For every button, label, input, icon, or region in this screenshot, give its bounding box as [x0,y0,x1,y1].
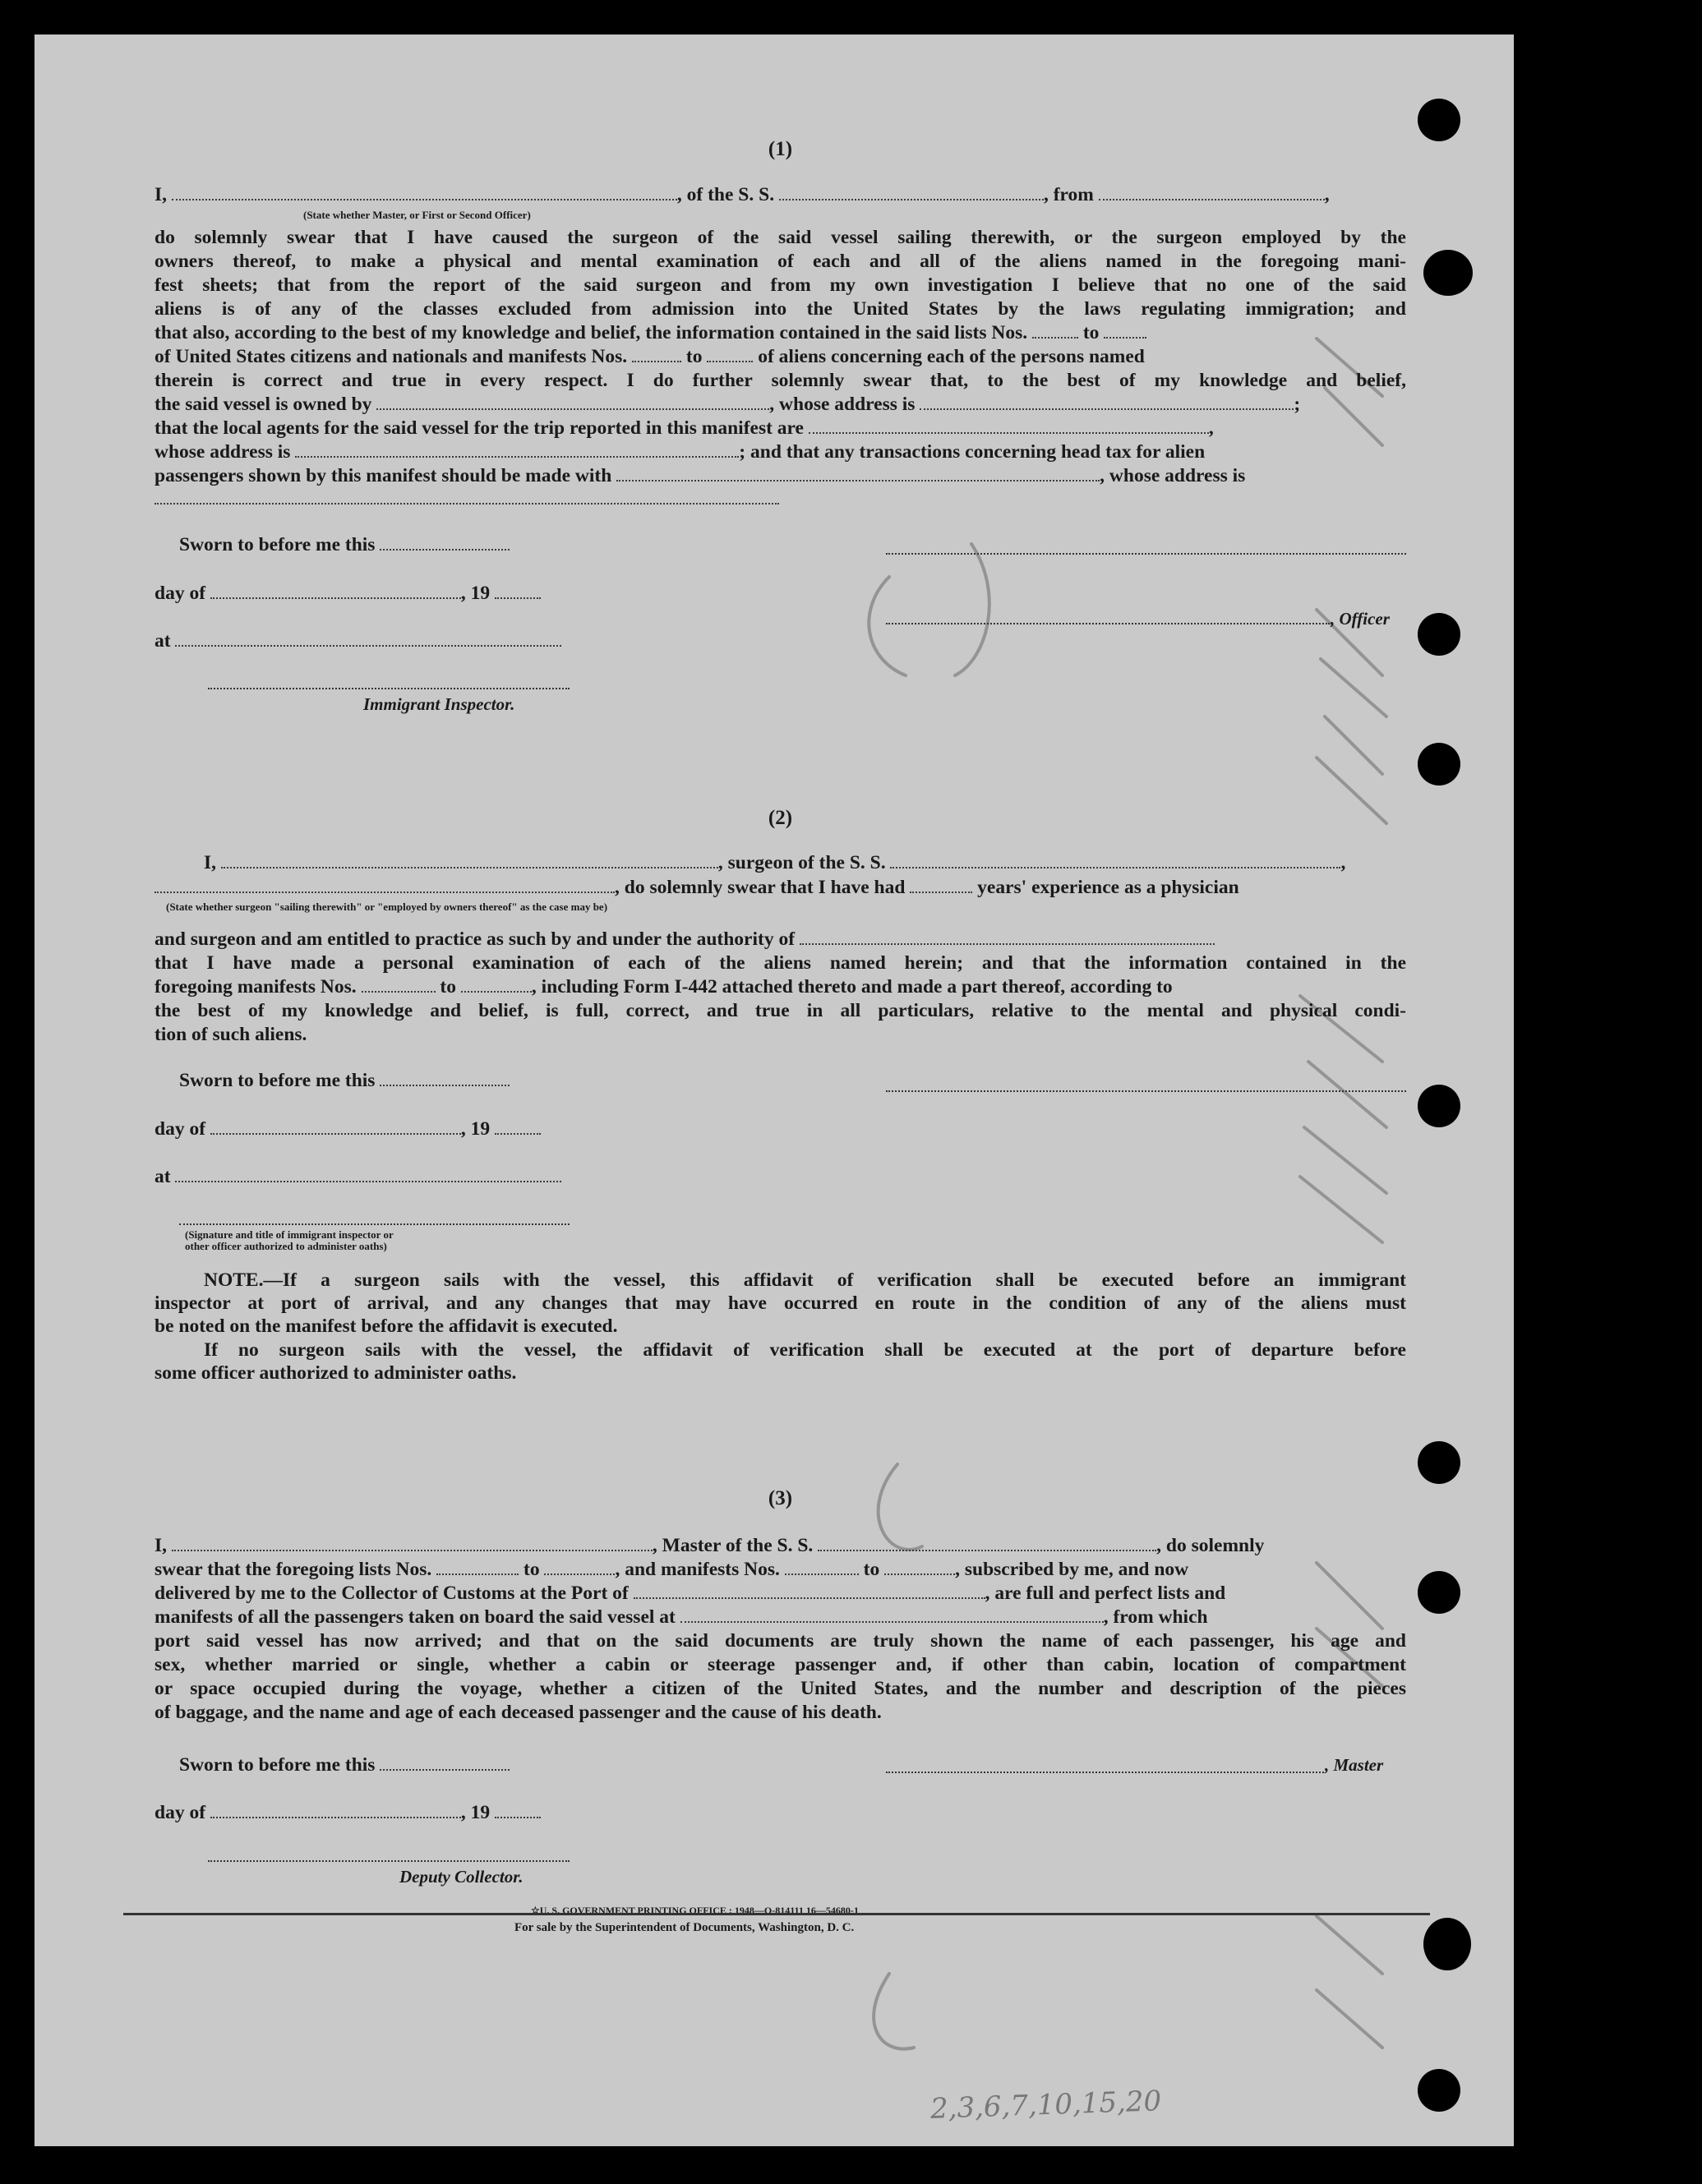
label: at [155,1166,171,1187]
master-name-field[interactable] [172,1535,653,1551]
label: foregoing manifests Nos. [155,976,357,998]
note-line: inspector at port of arrival, and any changes that may have occurred en route in the condition of any of the aliens must [155,1292,1406,1314]
label: I, [204,852,217,873]
label: , [1324,184,1330,205]
note-line: be noted on the manifest before the affidavit is executed. [155,1315,618,1337]
month-field[interactable] [210,1118,461,1135]
vessel-name-field[interactable] [890,852,1340,869]
paragraph-line: that I have made a personal examination of each of the aliens named herein; and that the information contained in the [155,952,1406,974]
label: to [524,1559,540,1580]
sworn-date-field[interactable] [380,1754,510,1771]
label: at [155,630,171,652]
label: ; [1294,394,1301,415]
label: , and manifests Nos. [615,1559,780,1580]
paragraph-line: sex, whether married or single, whether a cabin or steerage passenger and, if other than cabin, location of compartment [155,1654,1406,1675]
label: ; and that any transactions concerning head tax for alien [739,441,1206,463]
year-field[interactable] [495,583,541,599]
label: , [1340,852,1346,873]
label: day of [155,583,206,604]
label: the said vessel is owned by [155,394,372,415]
note-line: some officer authorized to administer oaths. [155,1362,517,1384]
label: to [1082,322,1100,343]
surgeon-name-field[interactable] [221,852,718,869]
inspector-label: Immigrant Inspector. [363,694,515,714]
label: swear that the foregoing lists Nos. [155,1559,432,1580]
sworn-date-field[interactable] [380,534,510,551]
label: Sworn to before me this [179,534,376,555]
label: delivered by me to the Collector of Customs at the Port of [155,1583,629,1604]
owner-field[interactable] [376,394,769,410]
label: that the local agents for the said vessel for the trip reported in this manifest are [155,417,804,439]
list-no-to-field[interactable] [1104,322,1146,339]
label: , whose address is [1100,465,1246,486]
printing-office-imprint: ☆U. S. GOVERNMENT PRINTING OFFICE : 1948—O-814111 16—54680-1 [531,1905,859,1916]
month-field[interactable] [210,1802,461,1818]
local-agents-field[interactable] [809,417,1209,434]
label: to [685,346,703,367]
paragraph-line: port said vessel has now arrived; and that on the said documents are truly shown the name of each passenger, his age and [155,1630,1406,1652]
field-note: (State whether Master, or First or Second Officer) [303,209,531,221]
sworn-date-field[interactable] [380,1070,510,1086]
label: , from [1043,184,1094,205]
year-field[interactable] [495,1118,541,1135]
head-tax-address-field[interactable] [155,488,779,505]
section-2-heading: (2) [768,807,793,829]
list-no-to-field[interactable] [544,1559,615,1575]
label: , 19 [460,1118,491,1140]
label: , subscribed by me, and now [955,1559,1189,1580]
label: and surgeon and am entitled to practice as such by and under the authority of [155,928,796,950]
departure-port-field[interactable] [1099,184,1325,200]
label: whose address is [155,441,291,463]
paragraph-line: of baggage, and the name and age of each deceased passenger and the cause of his death. [155,1702,882,1723]
label: passengers shown by this manifest should be made with [155,465,612,486]
signature-note: other officer authorized to administer oaths) [185,1240,387,1252]
vessel-name-field[interactable] [818,1535,1156,1551]
label: , including Form I-442 attached thereto and made a part thereof, according to [531,976,1173,998]
label: I, [155,184,168,205]
label: day of [155,1118,206,1140]
signature-note: (Signature and title of immigrant inspector or [185,1228,394,1241]
note-line: If no surgeon sails with the vessel, the affidavit of verification shall be executed at the port of departure before [204,1339,1406,1361]
collector-signature-line[interactable] [208,1860,570,1862]
paragraph-line: owners thereof, to make a physical and mental examination of each and all of the aliens named in the foregoing mani- [155,251,1406,272]
officer-label: , Officer [1331,609,1390,629]
label: , Master of the S. S. [652,1535,814,1556]
port-field[interactable] [634,1583,985,1599]
paragraph-line: aliens is of any of the classes excluded from admission into the United States by the laws regulating immigration; and [155,298,1406,320]
officer-name-field[interactable] [172,184,677,200]
manifest-no-to-field[interactable] [461,976,532,993]
paragraph-line: the best of my knowledge and belief, is full, correct, and true in all particulars, relative to the mental and physical condi- [155,1000,1406,1021]
label: , do solemnly swear that I have had [615,877,906,898]
label: , 19 [460,583,491,604]
month-field[interactable] [210,583,461,599]
label: , [1208,417,1214,439]
years-experience-field[interactable] [910,877,972,893]
label: , from which [1103,1606,1208,1628]
section-1-heading: (1) [768,138,793,160]
label: , are full and perfect lists and [985,1583,1226,1604]
label: of aliens concerning each of the persons named [758,346,1145,367]
label: , of the S. S. [676,184,775,205]
paragraph-line: therein is correct and true in every respect. I do further solemnly swear that, to the best of my knowledge and belief, [155,370,1406,391]
manifest-no-from-field[interactable] [785,1559,859,1575]
place-field[interactable] [175,630,561,647]
signature-line[interactable] [886,1090,1406,1092]
label: of United States citizens and nationals and manifests Nos. [155,346,628,367]
paragraph-line: do solemnly swear that I have caused the surgeon of the said vessel sailing therewith, or the surgeon employed by the [155,227,1406,248]
label: , whose address is [769,394,916,415]
owner-address-field[interactable] [920,394,1294,410]
head-tax-contact-field[interactable] [616,465,1100,481]
label: I, [155,1535,168,1556]
manifest-no-to-field[interactable] [884,1559,955,1575]
label: Sworn to before me this [179,1070,376,1091]
paragraph-line: fest sheets; that from the report of the said surgeon and from my own investigation I believe that no one of the said [155,274,1406,296]
paragraph-line: or space occupied during the voyage, whether a citizen of the United States, and the number and description of the pieces [155,1678,1406,1699]
note-line: NOTE.—If a surgeon sails with the vessel, this affidavit of verification shall be executed before an immigrant [204,1269,1406,1291]
label: manifests of all the passengers taken on board the said vessel at [155,1606,676,1628]
label: day of [155,1802,206,1823]
place-field[interactable] [175,1166,561,1182]
label: Sworn to before me this [179,1754,376,1776]
list-no-from-field[interactable] [436,1559,519,1575]
inspector-signature-line[interactable] [179,1223,570,1225]
surgeon-status-field[interactable] [155,877,615,893]
paragraph-line: tion of such aliens. [155,1024,307,1045]
footer-rule [123,1913,1430,1915]
label: that also, according to the best of my knowledge and belief, the information contained in the said lists Nos. [155,322,1028,343]
embarkation-field[interactable] [680,1606,1104,1623]
manifest-no-from-field[interactable] [362,976,436,993]
field-note: (State whether surgeon "sailing therewith" or "employed by owners thereof" as the case may be) [166,901,608,913]
sale-notice: For sale by the Superintendent of Documents, Washington, D. C. [514,1921,855,1934]
manifest-no-to-field[interactable] [707,346,753,362]
officer-signature-line[interactable] [886,623,1330,624]
vessel-name-field[interactable] [779,184,1044,200]
label: , do solemnly [1156,1535,1265,1556]
collector-label: Deputy Collector. [399,1867,524,1887]
practice-authority-field[interactable] [800,928,1215,945]
list-no-from-field[interactable] [1032,322,1078,339]
label: years' experience as a physician [977,877,1239,898]
label: , 19 [460,1802,491,1823]
inspector-signature-line[interactable] [208,688,570,689]
margin-numbers: 2,3,6,7,10,15,20 [929,2085,1162,2126]
label: , surgeon of the S. S. [717,852,886,873]
label: to [863,1559,880,1580]
agents-address-field[interactable] [295,441,739,458]
manifest-page [35,35,1514,2146]
signature-line[interactable] [886,553,1406,555]
master-signature-line[interactable] [886,1772,1324,1773]
master-label: , Master [1325,1755,1384,1775]
label: to [440,976,456,998]
year-field[interactable] [495,1802,541,1818]
section-3-heading: (3) [768,1487,793,1509]
manifest-no-from-field[interactable] [632,346,681,362]
